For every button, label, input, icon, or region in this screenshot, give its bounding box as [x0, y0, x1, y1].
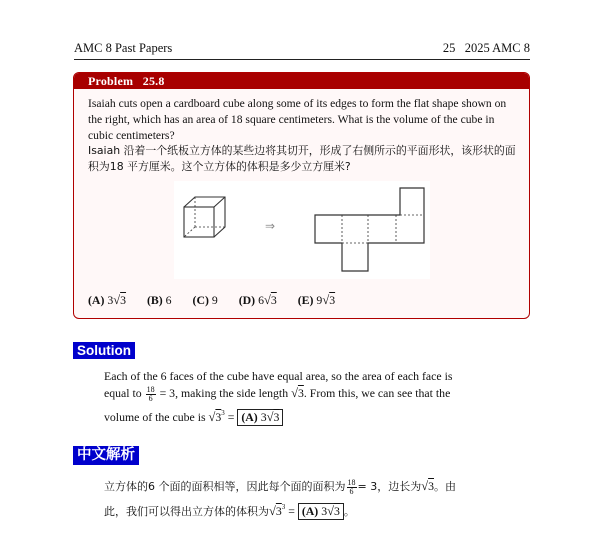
solution-heading: Solution	[73, 342, 135, 359]
answer-choices	[88, 293, 353, 308]
problem-statement	[88, 96, 518, 175]
cube-drawing	[184, 197, 225, 237]
fraction: $\frac{18}{6}$	[146, 384, 155, 403]
solution-body	[104, 368, 504, 426]
header-rule	[74, 59, 530, 60]
problem-box	[73, 72, 530, 319]
cube-net-svg	[174, 181, 430, 279]
problem-text-en: Isaiah cuts open a cardboard cube along some of its edges to form the flat shape shown on the right, which has an area of 18 square centimeters. What is the volume of the cube in cubic centimeters?	[88, 97, 507, 142]
solution-line-1: Each of the 6 faces of the cube have equal area, so the area of each face is	[104, 369, 453, 383]
choice-e: (E) 9√3	[297, 293, 336, 307]
zh-line-1: 立方体的6 个面的面积相等，因此每个面的面积为 $\frac{18}{6}$ = 3，边长为√3。由	[104, 477, 456, 496]
zh-line-2: 此，我们可以得出立方体的体积为$√3^3 = (A)$ 3√3 。	[104, 503, 355, 518]
choice-a: (A) 3√3	[88, 293, 127, 307]
header-contest: 2025 AMC 8	[464, 41, 530, 55]
solution-line-3: volume of the cube is $√3^3 = (A)$ 3√3	[104, 405, 504, 426]
choice-d: (D) 6√3	[238, 293, 277, 307]
chinese-solution-body	[104, 476, 504, 522]
zh-answer-box: (A) 3√3	[298, 503, 344, 520]
answer-box: (A) 3√3	[237, 409, 283, 426]
arrow-icon: ⇒	[265, 219, 276, 233]
problem-title: Problem 25.8	[88, 74, 165, 88]
choice-c: (C) 9	[192, 293, 218, 307]
cube-net-figure	[174, 181, 430, 279]
net-drawing	[315, 188, 424, 271]
solution-line-2: equal to $\frac{18}{6}$ = 3, making the side length √3. From this, we can see that the	[104, 384, 451, 403]
problem-text-zh: Isaiah 沿着一个纸板立方体的某些边将其切开，形成了右侧所示的平面形状，该形状的面积为18 平方厘米。这个立方体的体积是多少立方厘米?	[88, 144, 516, 174]
chinese-solution-heading: 中文解析	[73, 446, 139, 465]
header-right	[443, 41, 530, 56]
page-number: 25	[442, 41, 456, 55]
choice-b: (B) 6	[146, 293, 172, 307]
header-title: AMC 8 Past Papers	[74, 41, 173, 55]
